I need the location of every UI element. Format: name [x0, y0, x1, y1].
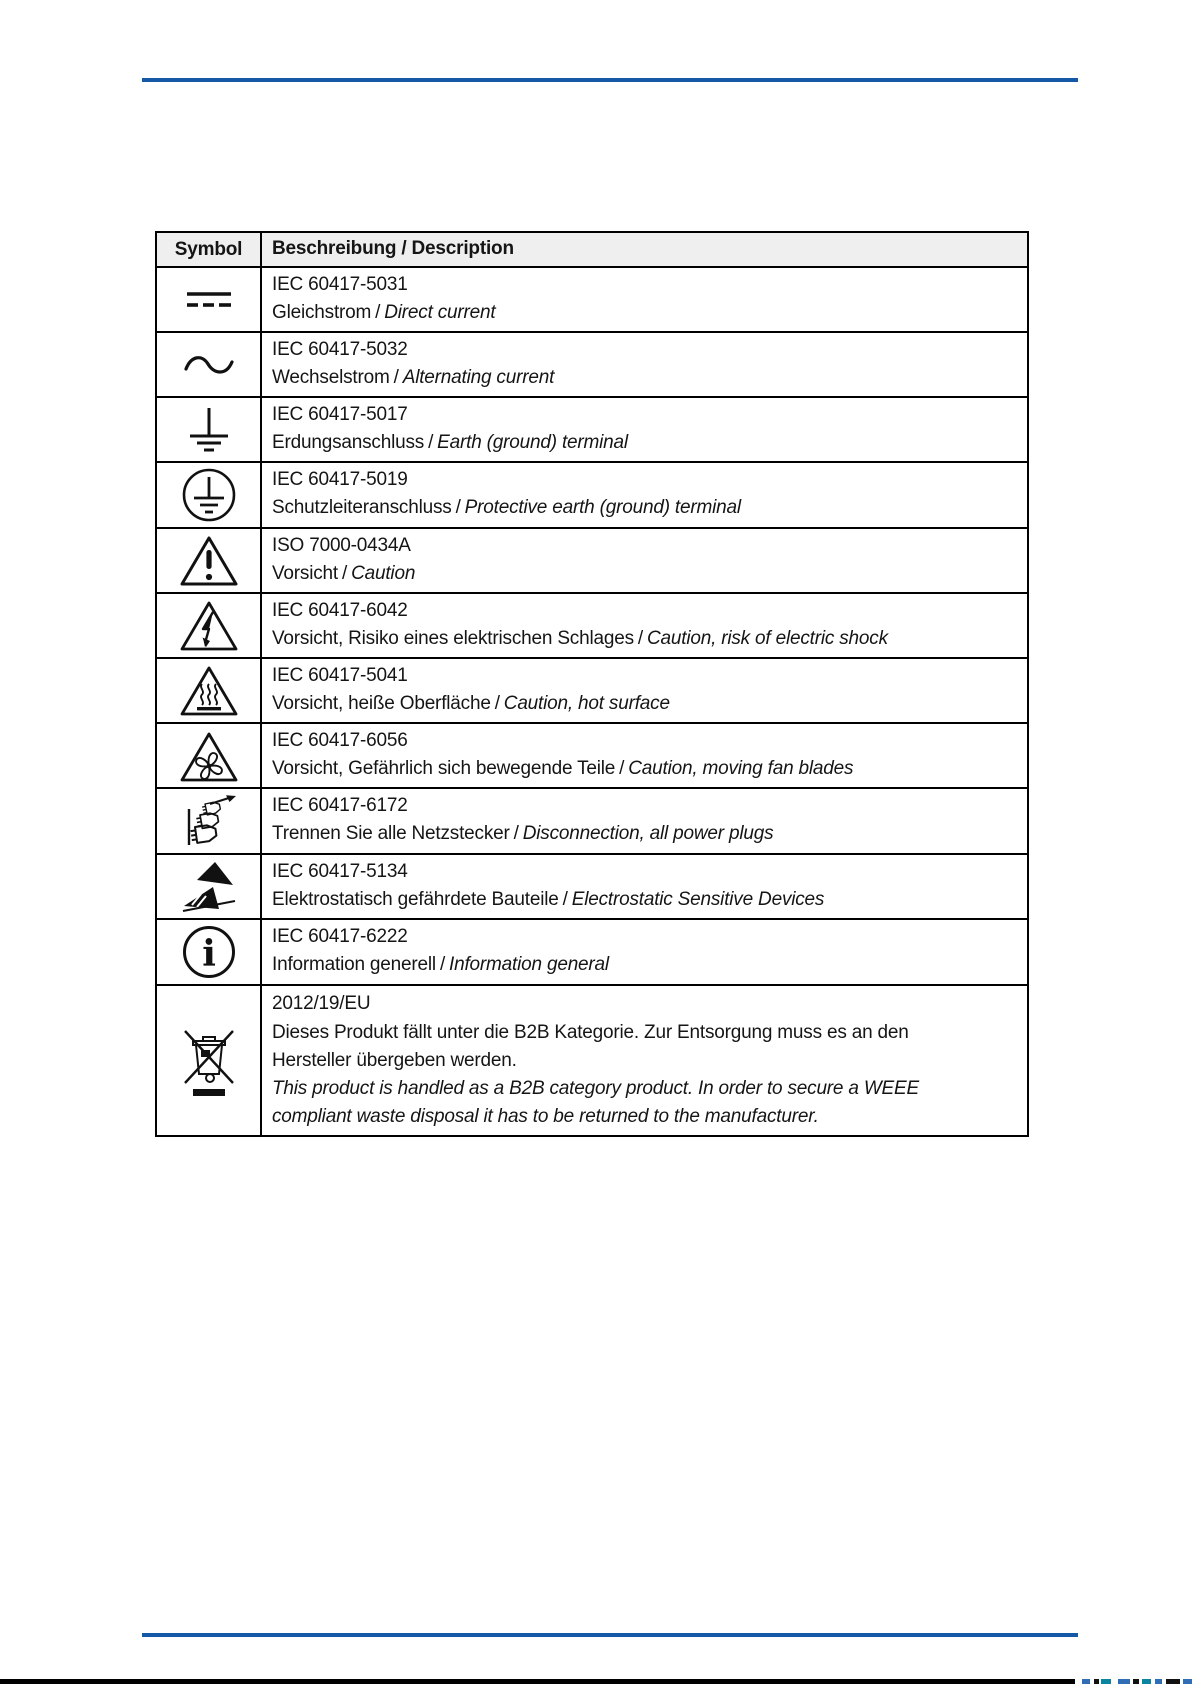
row-separator: /	[562, 889, 568, 910]
page-edge-artifact	[1166, 1679, 1180, 1684]
row-separator: /	[494, 693, 500, 714]
description-cell	[262, 920, 1027, 984]
row-text	[272, 886, 1017, 914]
row-text-de: Trennen Sie alle Netzstecker	[272, 823, 510, 844]
row-separator: /	[455, 497, 461, 518]
symbol-cell	[157, 333, 262, 396]
row-text	[272, 299, 1017, 327]
row-separator: /	[619, 758, 625, 779]
table-row-weee	[157, 984, 1027, 1135]
row-text-en: Disconnection, all power plugs	[522, 823, 774, 844]
table-header-row	[157, 233, 1027, 266]
description-cell	[262, 789, 1027, 853]
table-row	[157, 787, 1027, 853]
header-symbol-cell	[157, 233, 262, 266]
row-text	[272, 951, 1017, 979]
header-symbol-label: Symbol	[174, 238, 243, 260]
symbol-table	[155, 231, 1029, 1137]
page-edge-artifact	[1142, 1679, 1151, 1684]
row-code: IEC 60417-5032	[272, 339, 408, 360]
symbol-cell	[157, 659, 262, 722]
row-code: IEC 60417-6056	[272, 730, 408, 751]
ac-current-icon	[181, 348, 237, 382]
page-edge-artifact	[1155, 1679, 1162, 1684]
row-text-en: Direct current	[384, 302, 496, 323]
row-code: IEC 60417-5031	[272, 274, 408, 295]
page-edge-artifact	[1082, 1679, 1090, 1684]
table-row	[157, 853, 1027, 918]
row-text-de: Erdungsanschluss	[272, 432, 425, 453]
caution-icon	[179, 534, 239, 588]
description-cell	[262, 398, 1027, 461]
row-code: IEC 60417-6042	[272, 600, 408, 621]
row-code: IEC 60417-6172	[272, 795, 408, 816]
table-row	[157, 331, 1027, 396]
fan-blades-icon	[179, 729, 239, 783]
page-edge-bar	[0, 1679, 1075, 1684]
svg-text:i: i	[201, 933, 216, 975]
row-text-en: Protective earth (ground) terminal	[464, 497, 741, 518]
weee-bin-icon	[181, 1023, 237, 1099]
symbol-cell	[157, 594, 262, 657]
protective-earth-icon	[181, 467, 237, 523]
row-separator: /	[637, 628, 643, 649]
description-cell	[262, 463, 1027, 527]
row-text-en: Caution, risk of electric shock	[646, 628, 888, 649]
header-description-label: Beschreibung / Description	[272, 238, 514, 259]
table-row	[157, 722, 1027, 787]
row-code: IEC 60417-5134	[272, 861, 408, 882]
row-text	[272, 625, 1017, 653]
disconnect-plugs-icon	[180, 793, 238, 849]
row-text-en: Caution	[351, 563, 416, 584]
row-text	[272, 820, 1017, 848]
table-row	[157, 918, 1027, 984]
table-row	[157, 527, 1027, 592]
description-cell	[262, 594, 1027, 657]
row-text	[272, 690, 1017, 718]
description-cell	[262, 268, 1027, 331]
row-text-en: Caution, moving fan blades	[628, 758, 854, 779]
top-divider-rule	[142, 78, 1078, 82]
description-cell	[262, 333, 1027, 396]
row-text-de: Vorsicht	[272, 563, 338, 584]
row-text	[272, 364, 1017, 392]
row-text-en: Electrostatic Sensitive Devices	[571, 889, 825, 910]
header-description-cell	[262, 235, 1027, 264]
row-code: 2012/19/EU	[272, 993, 371, 1014]
table-row	[157, 396, 1027, 461]
row-text	[272, 429, 1017, 457]
bottom-divider-rule	[142, 1633, 1078, 1637]
symbol-cell	[157, 789, 262, 853]
symbol-cell	[157, 398, 262, 461]
row-separator: /	[375, 302, 381, 323]
row-code: ISO 7000-0434A	[272, 535, 411, 556]
row-code: IEC 60417-5019	[272, 469, 408, 490]
row-text-en: This product is handled as a B2B category product. In order to secure a WEEE compliant waste disposal it has to be returned to the manufacturer.	[272, 1078, 919, 1127]
information-icon	[181, 924, 237, 980]
row-code: IEC 60417-5017	[272, 404, 408, 425]
row-separator: /	[342, 563, 348, 584]
table-row	[157, 657, 1027, 722]
page-edge-artifact	[1183, 1679, 1192, 1684]
description-cell	[262, 659, 1027, 722]
row-text-de: Wechselstrom	[272, 367, 390, 388]
table-row	[157, 266, 1027, 331]
symbol-cell	[157, 724, 262, 787]
row-text-de: Gleichstrom	[272, 302, 372, 323]
page-edge-artifact	[1094, 1679, 1099, 1684]
page-edge-artifact	[1101, 1679, 1111, 1684]
row-text	[272, 560, 1017, 588]
table-row	[157, 461, 1027, 527]
page-edge	[0, 1679, 1192, 1685]
row-separator: /	[393, 367, 399, 388]
row-separator: /	[513, 823, 519, 844]
page-edge-artifact	[1133, 1679, 1139, 1684]
electric-shock-icon	[179, 599, 239, 653]
row-text-de: Vorsicht, heiße Oberfläche	[272, 693, 491, 714]
description-cell	[262, 529, 1027, 592]
row-text-de: Schutzleiteranschluss	[272, 497, 452, 518]
row-text-de: Dieses Produkt fällt unter die B2B Kategorie. Zur Entsorgung muss es an den Hersteller übergeben werden.	[272, 1022, 909, 1071]
row-text-en: Earth (ground) terminal	[437, 432, 628, 453]
symbol-cell	[157, 920, 262, 984]
row-separator: /	[439, 954, 446, 975]
symbol-cell	[157, 463, 262, 527]
row-code: IEC 60417-6222	[272, 926, 408, 947]
symbol-cell	[157, 855, 262, 918]
esd-icon	[180, 860, 238, 914]
hot-surface-icon	[179, 664, 239, 718]
row-separator: /	[428, 432, 434, 453]
page-edge-artifact	[1118, 1679, 1130, 1684]
row-text-de: Elektrostatisch gefährdete Bauteile	[272, 889, 559, 910]
earth-terminal-icon	[183, 405, 235, 455]
symbol-cell	[157, 986, 262, 1135]
row-text-de: Vorsicht, Risiko eines elektrischen Schlages	[272, 628, 634, 649]
symbol-cell	[157, 529, 262, 592]
row-text-en: Caution, hot surface	[503, 693, 670, 714]
description-cell	[262, 986, 1027, 1135]
description-cell	[262, 855, 1027, 918]
row-text-en: Information general	[449, 954, 609, 975]
row-text-de: Vorsicht, Gefährlich sich bewegende Teile	[272, 758, 616, 779]
description-cell	[262, 724, 1027, 787]
symbol-cell	[157, 268, 262, 331]
dc-current-icon	[181, 285, 237, 315]
row-text	[272, 755, 1017, 783]
row-text-de: Information generell	[272, 954, 436, 975]
row-text	[272, 494, 1017, 522]
table-row	[157, 592, 1027, 657]
row-text-en: Alternating current	[402, 367, 555, 388]
row-code: IEC 60417-5041	[272, 665, 408, 686]
